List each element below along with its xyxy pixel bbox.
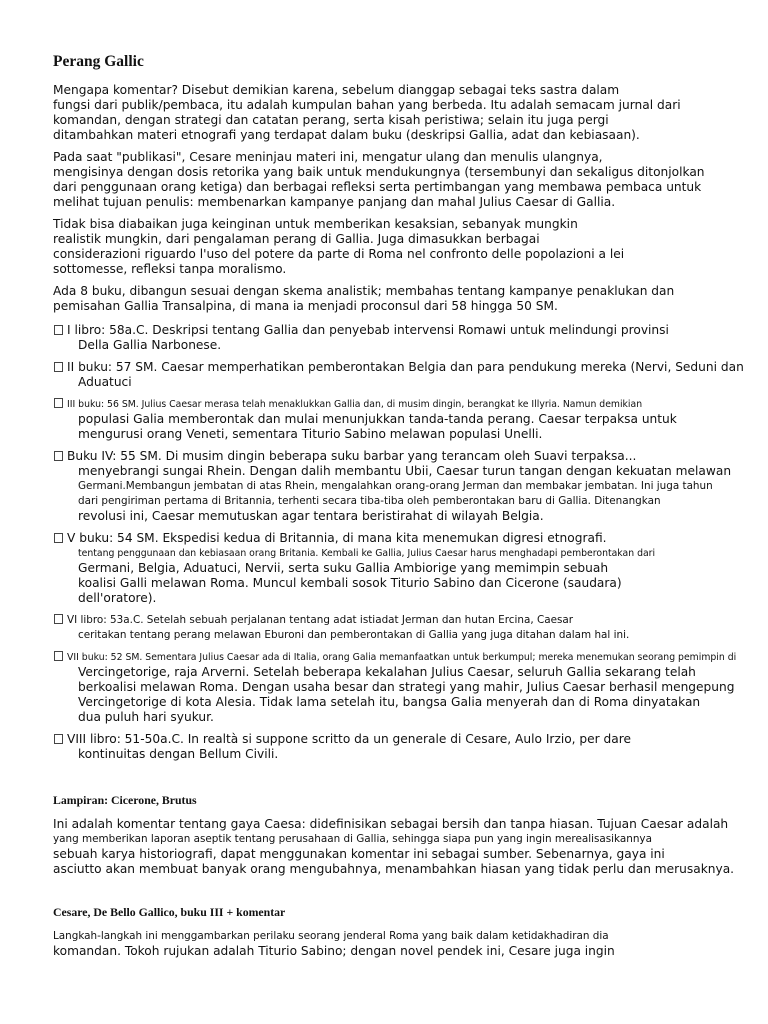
book-item-line: Aduatuci: [78, 375, 132, 389]
book-item-line: Buku IV: 55 SM. Di musim dingin beberapa suku barbar yang terancam oleh Suavi terpaksa...: [53, 449, 765, 464]
book-item-line: I libro: 58a.C. Deskripsi tentang Gallia dan penyebab intervensi Romawi untuk melindungi provinsi: [53, 323, 765, 338]
book-item-line: ceritakan tentang perang melawan Eburoni dan pemberontakan di Gallia yang juga ditahan dalam hal ini.: [78, 629, 630, 641]
book-item-line: dari pengiriman pertama di Britannia, terhenti secara tiba-tiba oleh pemberontakan baru di Gallia. Ditenangkan: [78, 495, 661, 507]
paragraph-line: realistik mungkin, dari pengalaman perang di Gallia. Juga dimasukkan berbagai: [53, 232, 540, 246]
book-item-line: Germani.Membangun jembatan di atas Rhein, mengalahkan orang-orang Jerman dan membakar jembatan. Ini juga tahun: [78, 480, 713, 492]
intro-paragraph: [53, 217, 765, 277]
paragraph-line: yang memberikan laporan aseptik tentang perusahaan di Gallia, sehingga siapa pun yang ingin merealisasikannya: [53, 833, 652, 845]
paragraph-line: Tidak bisa diabaikan juga keinginan untuk memberikan kesaksian, sebanyak mungkin: [53, 217, 578, 231]
book-item-line: berkoalisi melawan Roma. Dengan usaha besar dan strategi yang mahir, Julius Caesar berhasil mengepung: [78, 680, 735, 694]
book-list: [53, 323, 765, 762]
list-bullet-icon: [54, 533, 63, 543]
book-list-item: [53, 613, 765, 643]
book-item-line: Della Gallia Narbonese.: [78, 338, 222, 352]
book-list-item: [53, 650, 765, 725]
list-bullet-icon: [54, 614, 63, 624]
paragraph-line: sebuah karya historiografi, dapat menggunakan komentar ini sebagai sumber. Sebenarnya, gaya ini: [53, 847, 665, 861]
paragraph-line: asciutto akan membuat banyak orang mengubahnya, menambahkan hiasan yang tidak perlu dan merusaknya.: [53, 862, 735, 876]
book-item-line: II buku: 57 SM. Caesar memperhatikan pemberontakan Belgia dan para pendukung mereka (Nervi, Seduni dan: [53, 360, 765, 375]
intro-paragraph: [53, 150, 765, 210]
appendix-body: [53, 817, 765, 877]
paragraph-line: sottomesse, refleksi tanpa moralismo.: [53, 262, 287, 276]
paragraph-line: Langkah-langkah ini menggambarkan perilaku seorang jenderal Roma yang baik dalam ketidakhadiran dia: [53, 930, 609, 942]
book-item-line: dell'oratore).: [78, 591, 157, 605]
intro-section: [53, 83, 765, 314]
intro-paragraph: [53, 284, 765, 314]
paragraph-line: Ini adalah komentar tentang gaya Caesa: didefinisikan sebagai bersih dan tanpa hiasan. Tujuan Caesar adalah: [53, 817, 729, 831]
book-item-line: VIII libro: 51-50a.C. In realtà si suppone scritto da un generale di Cesare, Aulo Irzio, per dare: [53, 732, 765, 747]
paragraph-line: Mengapa komentar? Disebut demikian karena, sebelum dianggap sebagai teks sastra dalam: [53, 83, 620, 97]
paragraph-line: considerazioni riguardo l'uso del potere da parte di Roma nel confronto delle popolazioni a lei: [53, 247, 625, 261]
commentary-body: [53, 929, 765, 959]
list-bullet-icon: [54, 651, 63, 661]
book-item-line: koalisi Galli melawan Roma. Muncul kembali sosok Titurio Sabino dan Cicerone (saudara): [78, 576, 622, 590]
paragraph-line: dari penggunaan orang ketiga) dan berbagai refleksi serta pertimbangan yang membawa pembaca untuk: [53, 180, 702, 194]
document-page: [53, 52, 765, 959]
book-item-line: dua puluh hari syukur.: [78, 710, 214, 724]
book-list-item: [53, 531, 765, 606]
paragraph-line: Ada 8 buku, dibangun sesuai dengan skema analistik; membahas tentang kampanye penaklukan dan: [53, 284, 675, 298]
list-bullet-icon: [54, 362, 63, 372]
book-item-line: kontinuitas dengan Bellum Civili.: [78, 747, 279, 761]
book-item-line: menyebrangi sungai Rhein. Dengan dalih membantu Ubii, Caesar turun tangan dengan kekuatan melawan: [78, 464, 732, 478]
list-bullet-icon: [54, 451, 63, 461]
book-list-item: [53, 360, 765, 390]
paragraph-line: komandan. Tokoh rujukan adalah Titurio Sabino; dengan novel pendek ini, Cesare juga ingin: [53, 944, 615, 958]
book-item-line: populasi Galia memberontak dan mulai menunjukkan tanda-tanda perang. Caesar terpaksa untuk: [78, 412, 677, 426]
book-item-line: III buku: 56 SM. Julius Caesar merasa telah menaklukkan Gallia dan, di musim dingin, berangkat ke Illyria. Namun demikian: [53, 397, 765, 412]
book-item-line: VI libro: 53a.C. Setelah sebuah perjalanan tentang adat istiadat Jerman dan hutan Ercina, Caesar: [53, 613, 765, 628]
paragraph-line: Pada saat "publikasi", Cesare meninjau materi ini, mengatur ulang dan menulis ulangnya,: [53, 150, 603, 164]
intro-paragraph: [53, 83, 765, 143]
list-bullet-icon: [54, 734, 63, 744]
paragraph-line: ditambahkan materi etnografi yang terdapat dalam buku (deskripsi Gallia, adat dan kebiasaan).: [53, 128, 640, 142]
book-item-line: VII buku: 52 SM. Sementara Julius Caesar ada di Italia, orang Galia memanfaatkan untuk berkumpul; mereka menemukan seorang pemimpin di: [53, 650, 765, 665]
appendix-heading: Lampiran: Cicerone, Brutus: [53, 793, 197, 807]
book-item-line: revolusi ini, Caesar memutuskan agar tentara beristirahat di wilayah Belgia.: [78, 509, 544, 523]
book-list-item: [53, 732, 765, 762]
book-item-line: Vercingetorige, raja Arverni. Setelah beberapa kekalahan Julius Caesar, seluruh Gallia sekarang telah: [78, 665, 696, 679]
book-item-line: mengurusi orang Veneti, sementara Titurio Sabino melawan populasi Unelli.: [78, 427, 543, 441]
book-list-item: [53, 449, 765, 524]
commentary-heading: Cesare, De Bello Gallico, buku III + komentar: [53, 905, 286, 919]
document-title: Perang Gallic: [53, 53, 144, 70]
book-item-line: Germani, Belgia, Aduatuci, Nervii, serta suku Gallia Ambiorige yang memimpin sebuah: [78, 561, 609, 575]
paragraph-line: fungsi dari publik/pembaca, itu adalah kumpulan bahan yang berbeda. Itu adalah semacam jurnal dari: [53, 98, 681, 112]
list-bullet-icon: [54, 398, 63, 408]
book-item-line: V buku: 54 SM. Ekspedisi kedua di Britannia, di mana kita menemukan digresi etnografi.: [53, 531, 765, 546]
paragraph-line: mengisinya dengan dosis retorika yang baik untuk mendukungnya (tersembunyi dan sekaligus ditonjolkan: [53, 165, 705, 179]
list-bullet-icon: [54, 325, 63, 335]
book-list-item: [53, 397, 765, 442]
book-list-item: [53, 323, 765, 353]
paragraph-line: komandan, dengan strategi dan catatan perang, serta kisah peristiwa; selain itu juga pergi: [53, 113, 609, 127]
book-item-line: Vercingetorige di kota Alesia. Tidak lama setelah itu, bangsa Galia menyerah dan di Roma dinyatakan: [78, 695, 701, 709]
book-item-line: tentang penggunaan dan kebiasaan orang Britania. Kembali ke Gallia, Julius Caesar harus menghadapi pemberontakan dari: [78, 548, 656, 559]
paragraph-line: pemisahan Gallia Transalpina, di mana ia menjadi proconsul dari 58 hingga 50 SM.: [53, 299, 558, 313]
paragraph-line: melihat tujuan penulis: membenarkan kampanye panjang dan mahal Julius Caesar di Gallia.: [53, 195, 616, 209]
